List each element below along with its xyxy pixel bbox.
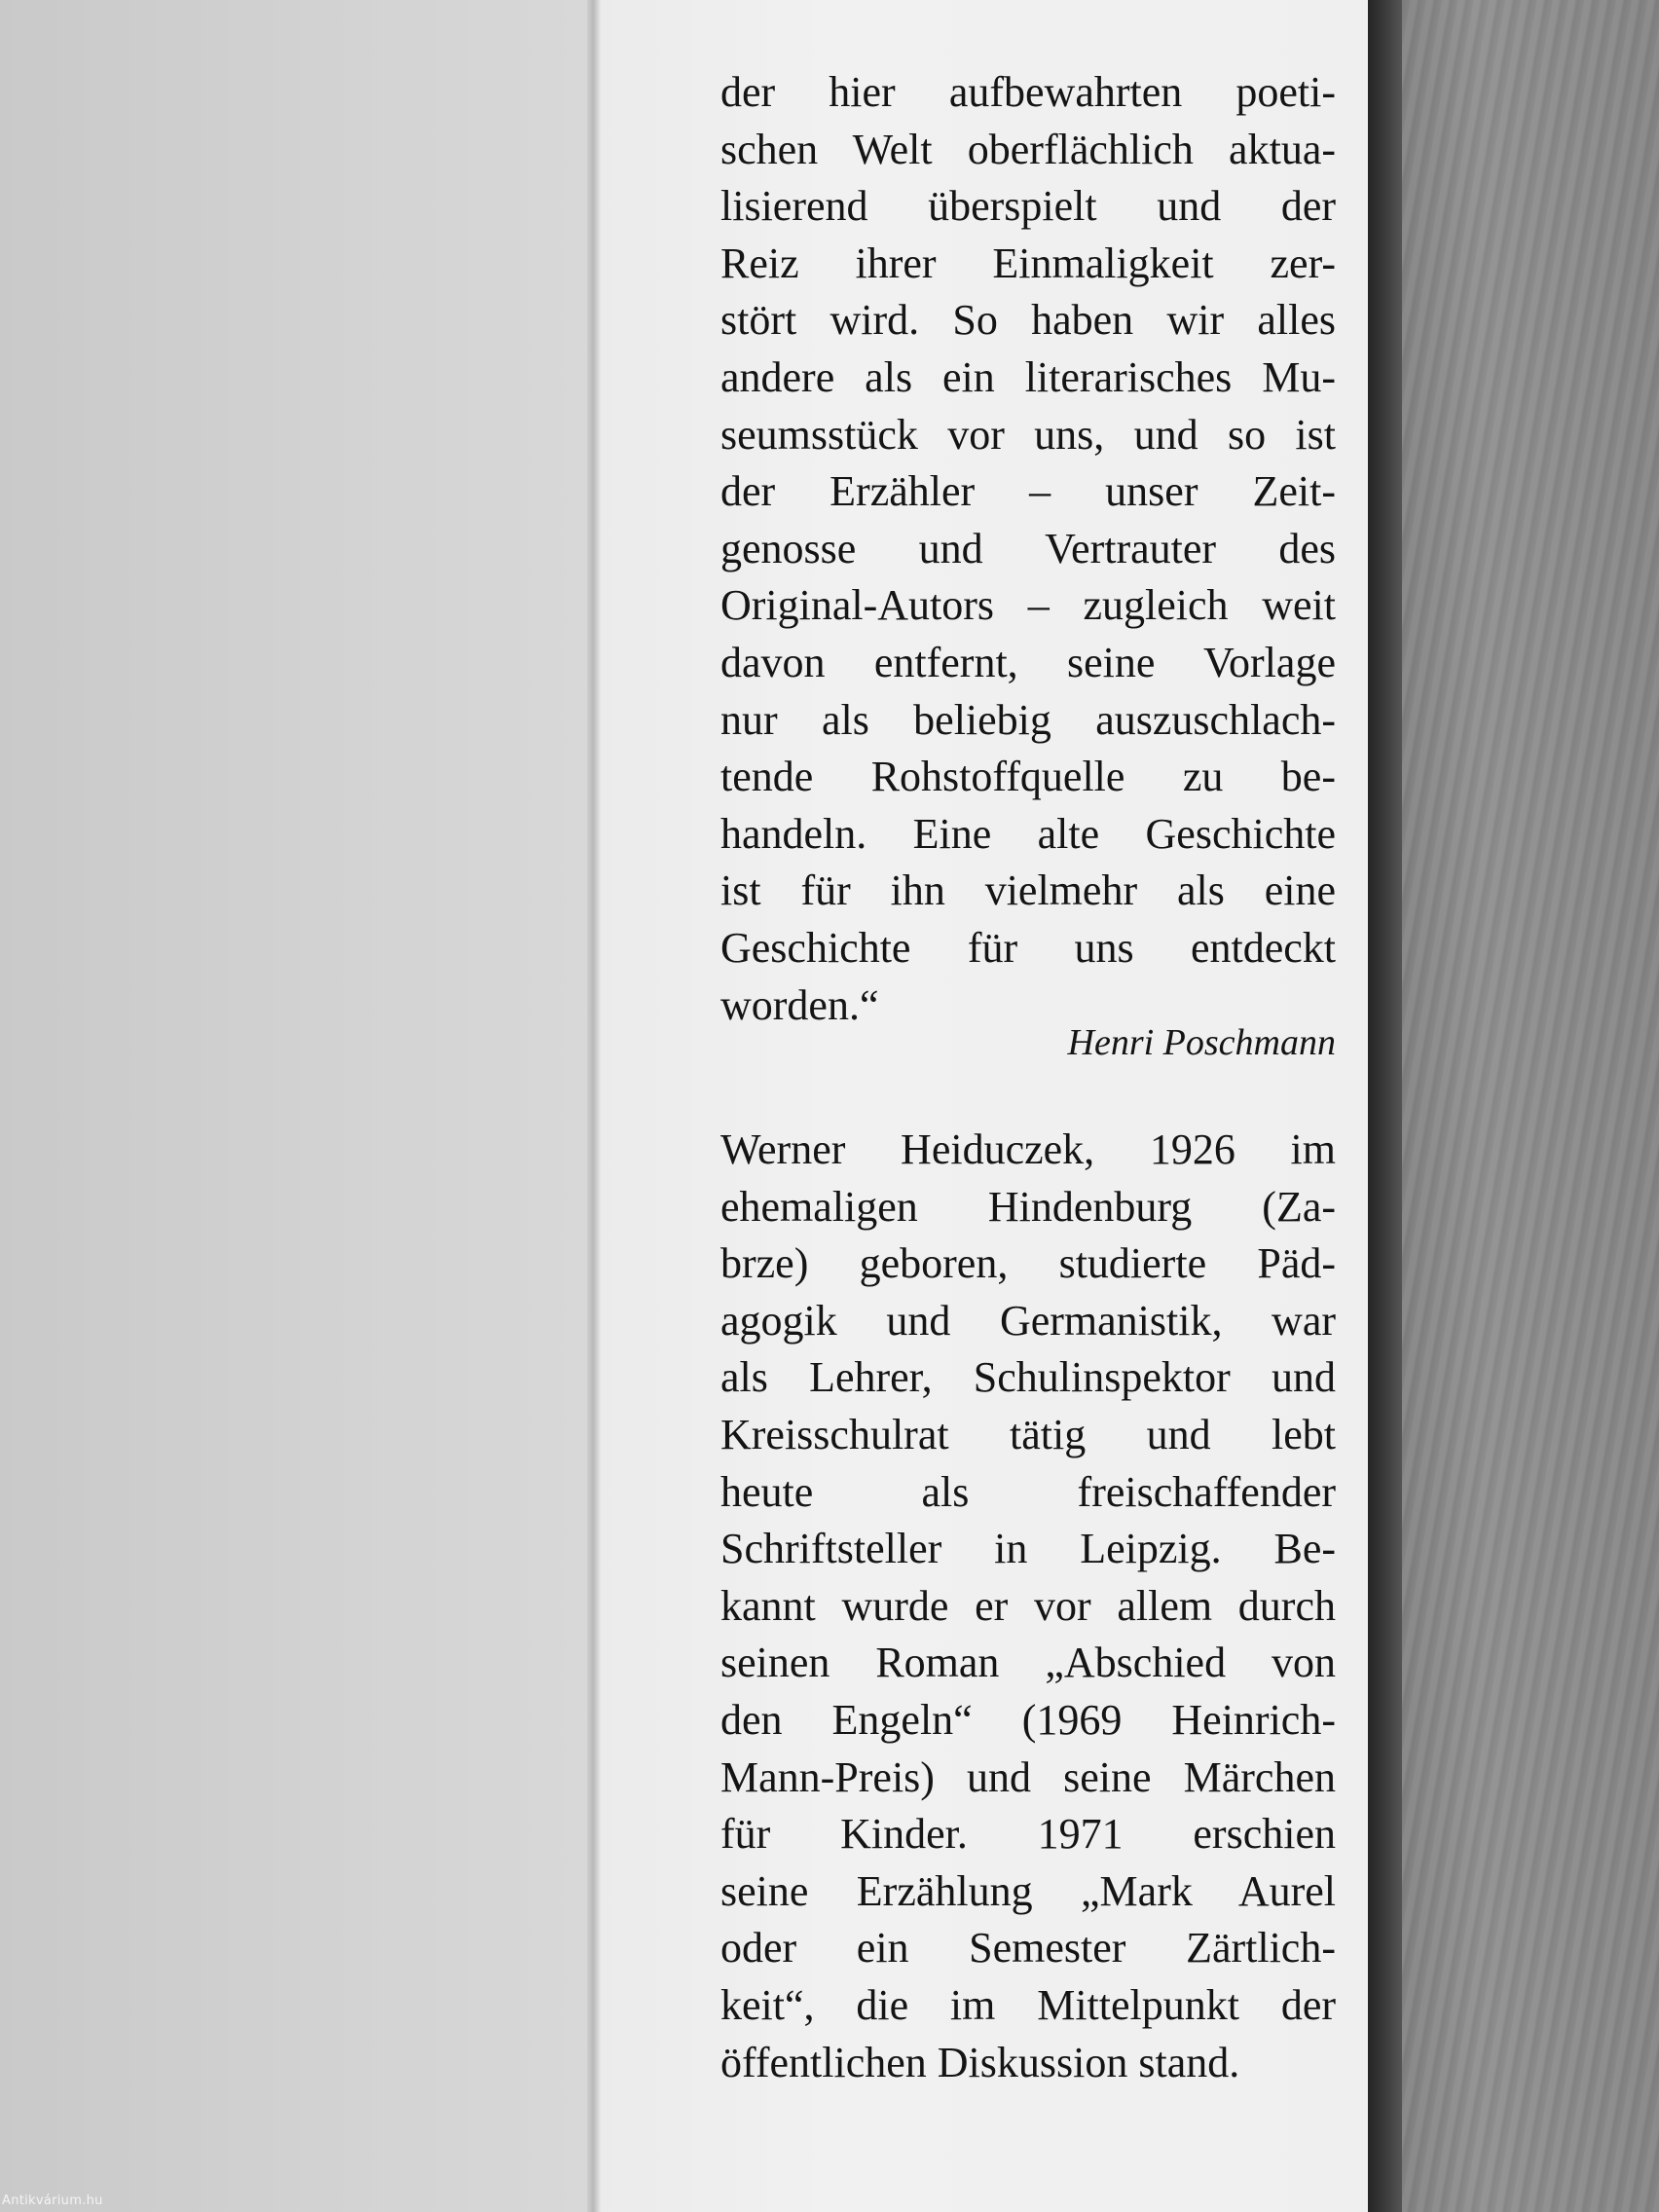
text-line: Reiz ihrer Einmaligkeit zer-	[720, 239, 1336, 287]
text-line: Mann-Preis) und seine Märchen	[720, 1752, 1336, 1801]
text-line: brze) geboren, studierte Päd-	[720, 1239, 1336, 1288]
text-line: worden.“	[720, 980, 879, 1029]
text-line: seine Erzählung „Mark Aurel	[720, 1866, 1336, 1915]
text-line: Kreisschulrat tätig und lebt	[720, 1411, 1336, 1459]
blank-left-page	[0, 0, 596, 2212]
text-line: ist für ihn vielmehr als eine	[720, 866, 1336, 915]
text-line: der hier aufbewahrten poeti-	[720, 68, 1336, 116]
text-line: Werner Heiduczek, 1926 im	[720, 1125, 1336, 1174]
text-line: Geschichte für uns entdeckt	[720, 923, 1336, 972]
text-line: keit“, die im Mittelpunkt der	[720, 1981, 1336, 2029]
text-line: ehemaligen Hindenburg (Za-	[720, 1182, 1336, 1231]
text-line: handeln. Eine alte Geschichte	[720, 809, 1336, 858]
text-line: agogik und Germanistik, war	[720, 1296, 1336, 1345]
table-background	[1363, 0, 1659, 2212]
text-line: tende Rohstoffquelle zu be-	[720, 753, 1336, 801]
text-line: Original-Autors – zugleich weit	[720, 581, 1336, 630]
flap-text-column	[720, 64, 1336, 2091]
text-line: lisierend überspielt und der	[720, 182, 1336, 231]
watermark-text: Antikvárium.hu	[2, 2194, 103, 2208]
text-line: Schriftsteller in Leipzig. Be-	[720, 1525, 1336, 1573]
text-line: für Kinder. 1971 erschien	[720, 1810, 1336, 1859]
book-cover-edge	[1363, 0, 1402, 2212]
text-line: andere als ein literarisches Mu-	[720, 352, 1336, 401]
text-line: kannt wurde er vor allem durch	[720, 1581, 1336, 1630]
text-line: genosse und Vertrauter des	[720, 524, 1336, 572]
text-line: schen Welt oberflächlich aktua-	[720, 125, 1336, 173]
text-line: seinen Roman „Abschied von	[720, 1639, 1336, 1687]
text-line: als Lehrer, Schulinspektor und	[720, 1353, 1336, 1402]
text-line: den Engeln“ (1969 Heinrich-	[720, 1696, 1336, 1745]
quote-paragraph	[720, 64, 1336, 1034]
text-line: öffentlichen Diskussion stand.	[720, 2038, 1240, 2086]
text-line: stört wird. So haben wir alles	[720, 296, 1336, 345]
text-line: seumsstück vor uns, und so ist	[720, 410, 1336, 459]
text-line: oder ein Semester Zärtlich-	[720, 1924, 1336, 1972]
text-line: nur als beliebig auszuschlach-	[720, 695, 1336, 744]
text-line: heute als freischaffender	[720, 1467, 1336, 1516]
text-line: davon entfernt, seine Vorlage	[720, 638, 1336, 686]
page-fold	[587, 0, 601, 2212]
quote-author: Henri Poschmann	[1067, 1022, 1336, 1064]
author-bio-paragraph	[720, 1122, 1336, 2091]
text-line: der Erzähler – unser Zeit-	[720, 467, 1336, 516]
